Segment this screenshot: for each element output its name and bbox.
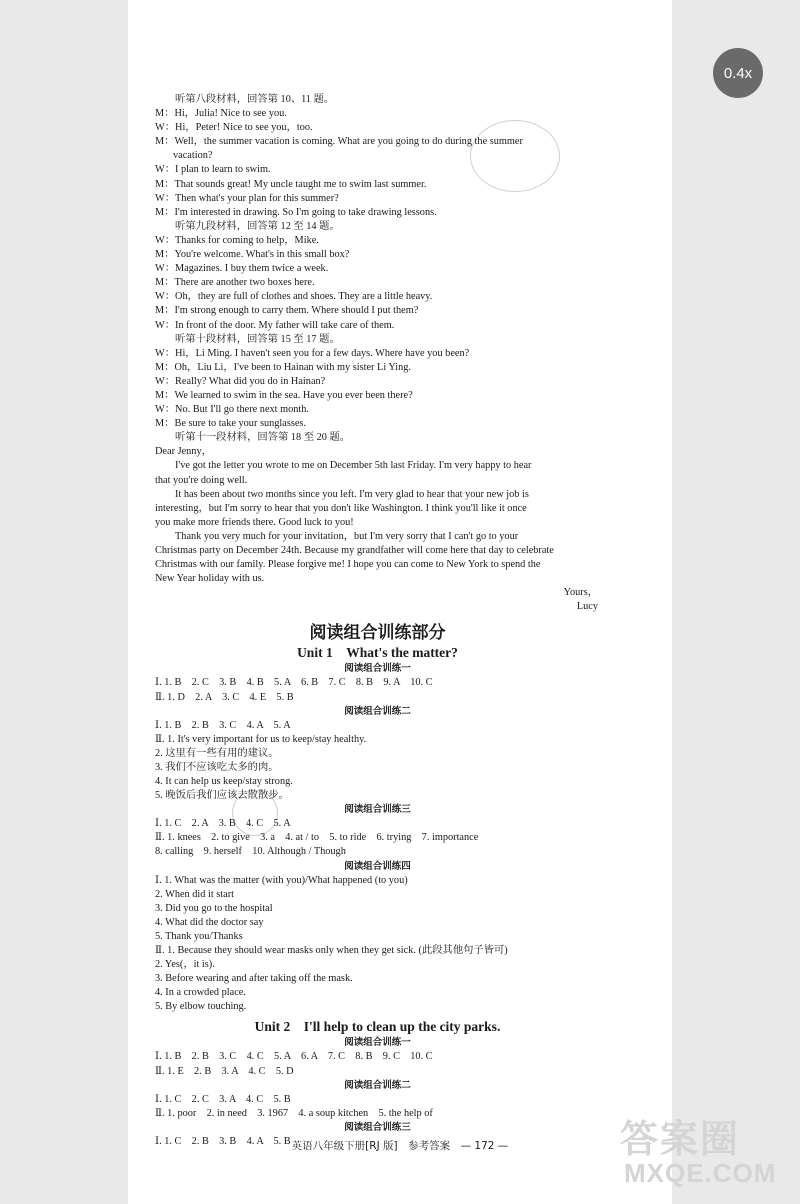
transcript-line: Christmas with our family. Please forgive me! I hope you can come to New York to spend the xyxy=(155,559,541,571)
exercise-subtitle: 阅读组合训练一 xyxy=(344,1037,411,1049)
transcript-line: 听第十段材料，回答第 15 至 17 题。 xyxy=(175,333,340,345)
transcript-line: W：Really? What did you do in Hainan? xyxy=(155,375,326,387)
listening-transcript xyxy=(155,93,600,614)
transcript-line: I've got the letter you wrote to me on December 5th last Friday. I'm very happy to hear xyxy=(175,460,532,472)
answer-line: Ⅱ. 1. E 2. B 3. A 4. C 5. D xyxy=(155,1065,294,1077)
transcript-line: M：I'm strong enough to carry them. Where should I put them? xyxy=(155,305,419,317)
answer-line: Ⅱ. 1. Because they should wear masks only when they get sick. (此段其他句子皆可) xyxy=(155,944,508,956)
answer-line: 3. 我们不应该吃太多的肉。 xyxy=(155,761,279,773)
answer-line: Ⅰ. 1. B 2. C 3. B 4. B 5. A 6. B 7. C 8. B 9. A 10. C xyxy=(155,677,433,689)
exercise-subtitle: 阅读组合训练三 xyxy=(344,1121,411,1133)
watermark-url-text: MXQE.COM xyxy=(624,1158,777,1188)
transcript-line: W：Hi，Li Ming. I haven't seen you for a few days. Where have you been? xyxy=(155,347,470,359)
exercise-subtitle: 阅读组合训练一 xyxy=(344,663,411,675)
answer-line: Ⅰ. 1. What was the matter (with you)/What happened (to you) xyxy=(155,874,408,886)
transcript-line: It has been about two months since you left. I'm very glad to hear that your new job is xyxy=(175,488,529,500)
site-watermark xyxy=(620,1108,800,1204)
transcript-line: M：I'm interested in drawing. So I'm going to take drawing lessons. xyxy=(155,206,437,218)
answer-line: 2. When did it start xyxy=(155,888,235,900)
answer-line: Ⅰ. 1. C 2. C 3. A 4. C 5. B xyxy=(155,1093,291,1105)
transcript-line: New Year holiday with us. xyxy=(155,573,265,585)
transcript-line: M：There are another two boxes here. xyxy=(155,277,315,289)
transcript-line: W：Hi，Peter! Nice to see you，too. xyxy=(155,122,313,134)
transcript-line: that you're doing well. xyxy=(155,474,248,486)
exercise-subtitle: 阅读组合训练四 xyxy=(344,860,411,872)
transcript-line: 听第八段材料，回答第 10、11 题。 xyxy=(175,94,335,105)
transcript-line: M：We learned to swim in the sea. Have you ever been there? xyxy=(155,389,413,401)
unit-2-answers xyxy=(155,1036,600,1148)
answer-line: Ⅰ. 1. B 2. B 3. C 4. A 5. A xyxy=(155,719,291,731)
answer-line: Ⅰ. 1. B 2. B 3. C 4. C 5. A 6. A 7. C 8. B 9. C 10. C xyxy=(155,1051,433,1063)
transcript-line: M：That sounds great! My uncle taught me to swim last summer. xyxy=(155,178,427,190)
exercise-subtitle: 阅读组合训练三 xyxy=(344,804,411,816)
transcript-line: M：Well，the summer vacation is coming. What are you going to do during the summer xyxy=(155,136,523,148)
transcript-line: M：Hi，Julia! Nice to see you. xyxy=(155,108,287,120)
answer-line: Ⅰ. 1. C 2. B 3. B 4. A 5. B xyxy=(155,1135,291,1147)
transcript-line: Dear Jenny， xyxy=(155,446,212,458)
transcript-line: M：You're welcome. What's in this small box? xyxy=(155,249,350,261)
answer-line: 3. Did you go to the hospital xyxy=(155,902,273,914)
answer-line: 2. 这里有一些有用的建议。 xyxy=(155,747,279,759)
exercise-subtitle: 阅读组合训练二 xyxy=(344,705,411,717)
transcript-line: W：Then what's your plan for this summer? xyxy=(155,192,339,204)
unit-1-answers xyxy=(155,662,600,1014)
unit-2-title: Unit 2 I'll help to clean up the city parks. xyxy=(254,1019,501,1035)
answer-line: 5. 晚饭后我们应该去散散步。 xyxy=(155,790,289,802)
transcript-line: Lucy xyxy=(576,601,598,613)
answer-line: 5. By elbow touching. xyxy=(155,1001,247,1013)
page-footer: 英语八年级下册[RJ 版] 参考答案 — 172 — xyxy=(291,1140,509,1152)
transcript-line: W：In front of the door. My father will take care of them. xyxy=(155,319,395,331)
transcript-line: W：Oh，they are full of clothes and shoes. They are a little heavy. xyxy=(155,291,433,303)
document-content xyxy=(155,93,600,1149)
exercise-subtitle: 阅读组合训练二 xyxy=(344,1079,411,1091)
transcript-line: 听第九段材料，回答第 12 至 14 题。 xyxy=(175,220,340,232)
answer-line: 8. calling 9. herself 10. Although / Though xyxy=(155,846,346,858)
transcript-line: Yours， xyxy=(563,587,598,599)
unit-1-title: Unit 1 What's the matter? xyxy=(297,645,458,661)
answer-line: 5. Thank you/Thanks xyxy=(155,930,243,942)
answer-line: Ⅱ. 1. knees 2. to give 3. a 4. at / to 5. to ride 6. trying 7. importance xyxy=(155,832,479,844)
transcript-line: W：I plan to learn to swim. xyxy=(155,164,271,176)
answer-line: Ⅱ. 1. poor 2. in need 3. 1967 4. a soup kitchen 5. the help of xyxy=(155,1107,433,1119)
answer-line: Ⅰ. 1. C 2. A 3. B 4. C 5. A xyxy=(155,818,291,830)
answer-line: 4. In a crowded place. xyxy=(155,987,246,999)
answer-line: 3. Before wearing and after taking off the mask. xyxy=(155,973,353,985)
answer-line: Ⅱ. 1. D 2. A 3. C 4. E 5. B xyxy=(155,691,294,703)
transcript-line: M：Oh，Liu Li，I've been to Hainan with my sister Li Ying. xyxy=(155,361,411,373)
transcript-line: Thank you very much for your invitation，but I'm very sorry that I can't go to your xyxy=(175,530,519,542)
transcript-line: Christmas party on December 24th. Because my grandfather will come here that day to celebrate xyxy=(155,545,554,556)
transcript-line: W：Thanks for coming to help，Mike. xyxy=(155,234,319,246)
answer-line: 2. Yes(，it is). xyxy=(155,959,215,971)
transcript-line: you make more friends there. Good luck to you! xyxy=(155,516,354,528)
watermark-logo-text: 答案圈 xyxy=(620,1117,741,1161)
transcript-line: vacation? xyxy=(173,150,213,162)
answer-line: Ⅱ. 1. It's very important for us to keep/stay healthy. xyxy=(155,733,367,745)
transcript-line: W：No. But I'll go there next month. xyxy=(155,404,309,416)
section-title: 阅读组合训练部分 xyxy=(309,623,446,644)
answer-line: 4. What did the doctor say xyxy=(155,916,264,928)
transcript-line: W：Magazines. I buy them twice a week. xyxy=(155,263,329,275)
transcript-line: interesting，but I'm sorry to hear that you don't like Washington. I think you'll like it once xyxy=(155,502,527,514)
transcript-line: M：Be sure to take your sunglasses. xyxy=(155,418,306,430)
transcript-line: 听第十一段材料，回答第 18 至 20 题。 xyxy=(175,432,351,444)
zoom-level-badge[interactable]: 0.4x xyxy=(713,48,763,98)
answer-line: 4. It can help us keep/stay strong. xyxy=(155,776,293,788)
